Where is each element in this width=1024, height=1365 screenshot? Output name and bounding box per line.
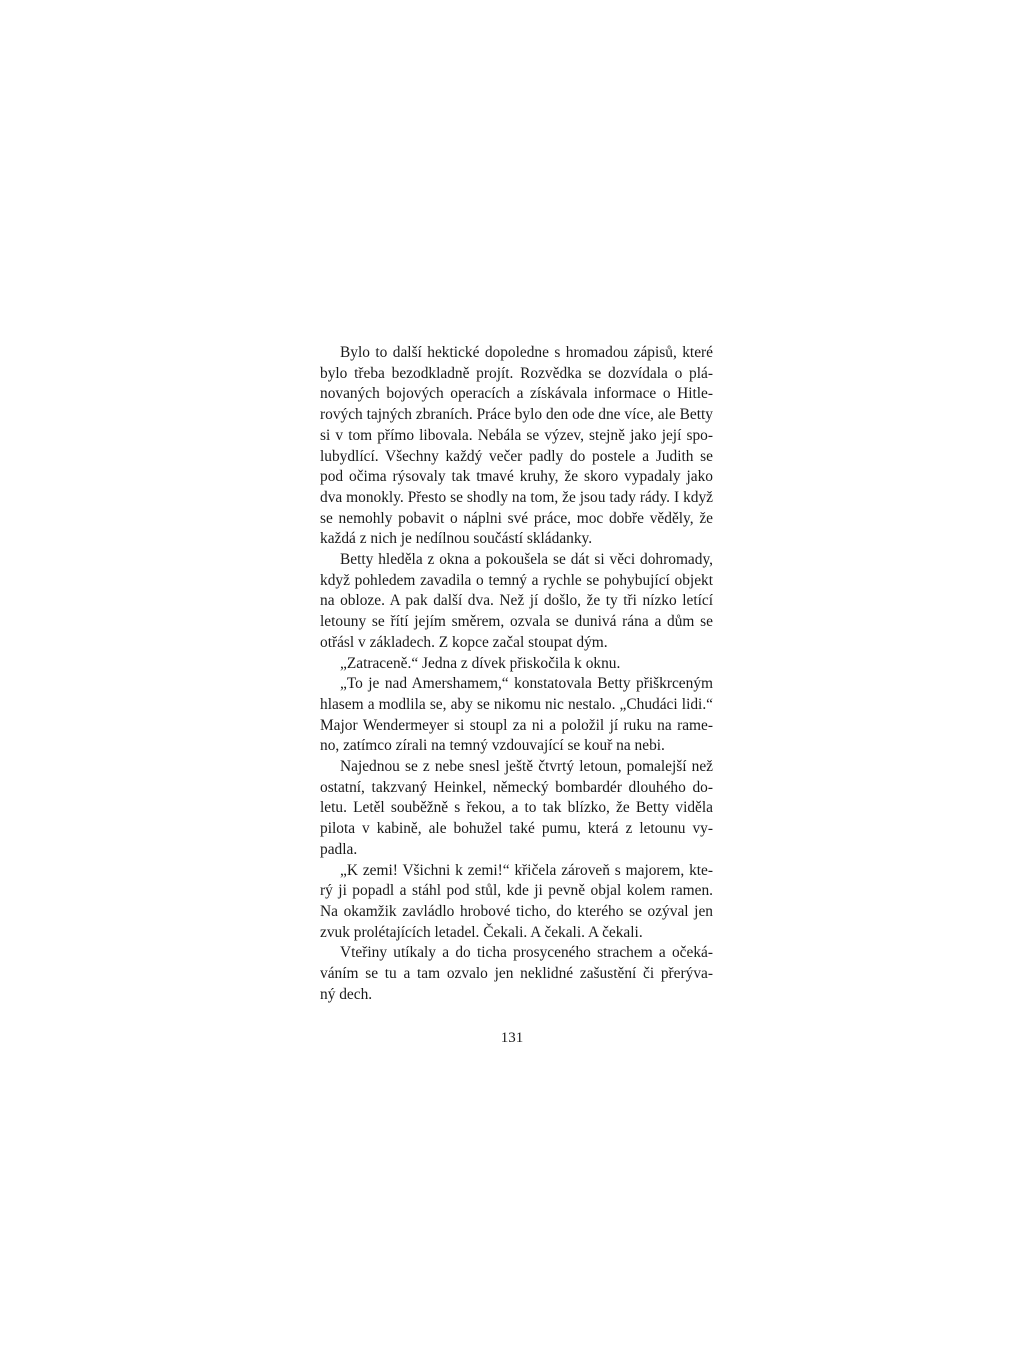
text-line: „Zatraceně.“ Jedna z dívek přiskočila k oknu. xyxy=(340,654,621,672)
text-line: pilota v kabině, ale bohužel také pumu, která z letounu vy- xyxy=(320,820,713,838)
text-line: rý ji popadl a stáhl pod stůl, kde ji pevně objal kolem ramen. xyxy=(320,882,713,900)
text-line: když pohledem zavadila o temný a rychle se pohybující objekt xyxy=(320,571,713,589)
text-line: ostatní, takzvaný Heinkel, německý bombardér dlouhého do- xyxy=(320,778,713,796)
text-line: padla. xyxy=(320,840,358,858)
text-line: bylo třeba bezodkladně projít. Rozvědka se dozvídala o plá- xyxy=(320,364,713,382)
text-line: Major Wendermeyer si stoupl za ni a položil jí ruku na rame- xyxy=(320,716,713,734)
body-text xyxy=(320,343,713,1006)
text-line: novaných bojových operacích a získávala informace o Hitle- xyxy=(320,385,713,403)
text-line: na obloze. A pak další dva. Než jí došlo, že ty tři nízko letící xyxy=(320,592,713,610)
text-line: váním se tu a tam ozvalo jen neklidné zašustění či přerýva- xyxy=(320,965,713,983)
text-line: ný dech. xyxy=(320,985,373,1003)
text-line: lubydlící. Všechny každý večer padly do postele a Judith se xyxy=(320,447,713,465)
text-line: „K zemi! Všichni k zemi!“ křičela zároveň s majorem, kte- xyxy=(340,861,713,879)
text-line: Bylo to další hektické dopoledne s hromadou zápisů, které xyxy=(340,344,713,361)
page-number: 131 xyxy=(500,1030,524,1046)
text-line: letu. Letěl souběžně s řekou, a to tak blízko, že Betty viděla xyxy=(320,799,713,817)
text-line: Betty hleděla z okna a pokoušela se dát si věci dohromady, xyxy=(340,551,713,569)
text-line: pod očima rýsovaly tak tmavé kruhy, že skoro vypadaly jako xyxy=(320,468,713,486)
text-line: každá z nich je nedílnou součástí skládanky. xyxy=(320,530,593,548)
text-line: Najednou se z nebe snesl ještě čtvrtý letoun, pomalejší než xyxy=(340,758,713,776)
text-line: otřásl v základech. Z kopce začal stoupat dým. xyxy=(320,633,608,651)
text-line: hlasem a modlila se, aby se nikomu nic nestalo. „Chudáci lidi.“ xyxy=(320,695,713,713)
text-line: Na okamžik zavládlo hrobové ticho, do kterého se ozýval jen xyxy=(320,902,713,920)
text-line: rových tajných zbraních. Práce bylo den ode dne více, ale Betty xyxy=(320,406,713,424)
text-line: dva monokly. Přesto se shodly na tom, že jsou tady rády. I když xyxy=(320,488,713,506)
text-line: zvuk prolétajících letadel. Čekali. A čekali. A čekali. xyxy=(320,923,643,941)
text-line: se nemohly pobavit o náplni své práce, moc dobře věděly, že xyxy=(320,509,713,527)
text-line: letouny se řítí jejím směrem, ozvala se dunivá rána a dům se xyxy=(320,613,713,631)
text-line: no, zatímco zírali na temný vzdouvající se kouř na nebi. xyxy=(320,737,665,755)
text-line: si v tom přímo libovala. Nebála se výzev, stejně jako její spo- xyxy=(320,426,713,444)
text-line: „To je nad Amershamem,“ konstatovala Betty přiškrceným xyxy=(340,675,713,693)
text-line: Vteřiny utíkaly a do ticha prosyceného strachem a očeká- xyxy=(340,944,713,962)
